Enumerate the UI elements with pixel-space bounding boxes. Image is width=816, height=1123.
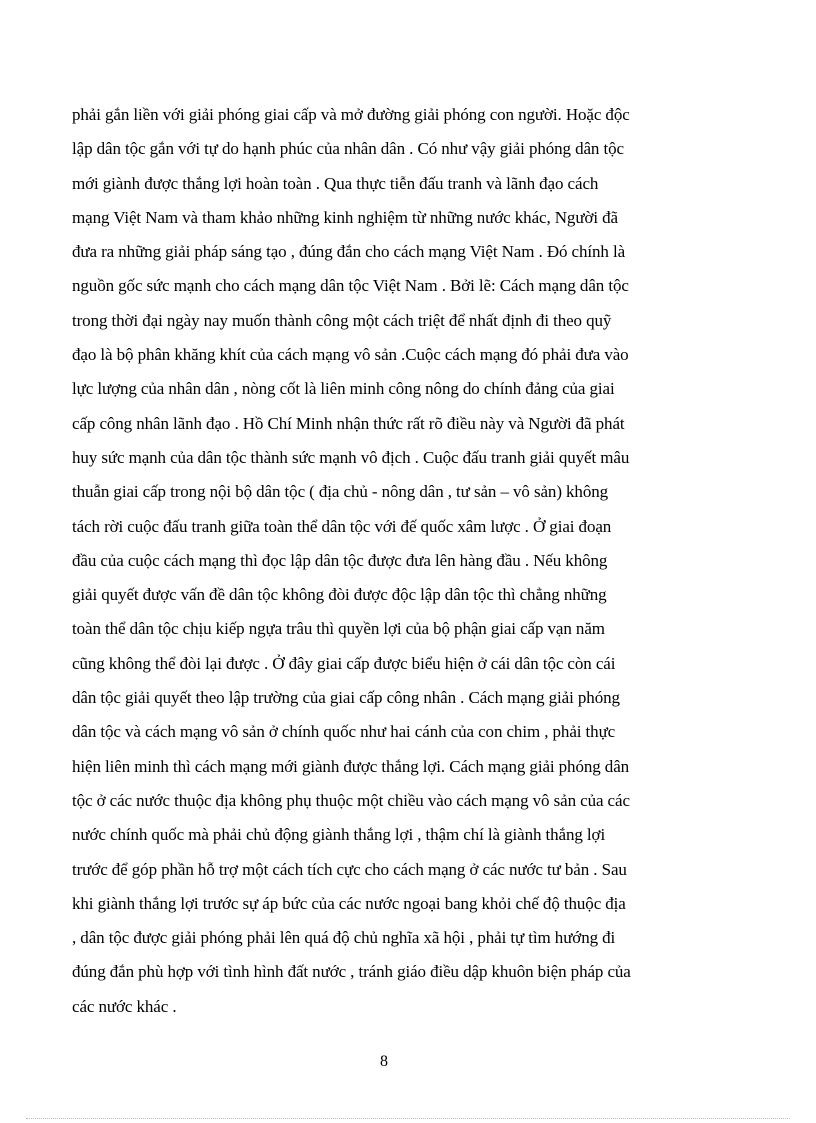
page-bottom-divider xyxy=(26,1118,790,1119)
text-line: cũng không thể đòi lại được . Ở đây giai cấp được biểu hiện ở cái dân tộc còn cái xyxy=(72,653,616,673)
text-line: nước chính quốc mà phải chủ động giành thắng lợi , thậm chí là giành thắng lợi xyxy=(72,825,606,845)
text-line: hiện liên minh thì cách mạng mới giành được thắng lợi. Cách mạng giải phóng dân xyxy=(72,756,630,776)
text-line: đưa ra những giải pháp sáng tạo , đúng đắn cho cách mạng Việt Nam . Đó chính là xyxy=(72,242,626,262)
text-line: lập dân tộc gắn với tự do hạnh phúc của nhân dân . Có như vậy giải phóng dân tộc xyxy=(72,139,624,159)
text-line: trước để góp phần hỗ trợ một cách tích cực cho cách mạng ở các nước tư bản . Sau xyxy=(72,859,627,879)
text-line: huy sức mạnh của dân tộc thành sức mạnh vô địch . Cuộc đấu tranh giải quyết mâu xyxy=(72,447,630,467)
text-line: mới giành được thắng lợi hoàn toàn . Qua thực tiễn đấu tranh và lãnh đạo cách xyxy=(72,173,599,193)
text-line: lực lượng của nhân dân , nòng cốt là liên minh công nông do chính đảng của giai xyxy=(72,379,615,399)
page-number: 8 xyxy=(380,1053,388,1070)
text-line: thuẫn giai cấp trong nội bộ dân tộc ( địa chủ - nông dân , tư sản – vô sản) không xyxy=(72,482,609,502)
text-line: đạo là bộ phân khăng khít của cách mạng vô sản .Cuộc cách mạng đó phải đưa vào xyxy=(72,345,629,365)
text-line: khi giành thắng lợi trước sự áp bức của các nước ngoại bang khỏi chế độ thuộc địa xyxy=(72,893,626,913)
text-line: nguồn gốc sức mạnh cho cách mạng dân tộc Việt Nam . Bởi lẽ: Cách mạng dân tộc xyxy=(72,276,629,296)
text-line: phải gắn liền với giải phóng giai cấp và mở đường giải phóng con người. Hoặc độc xyxy=(72,105,630,124)
text-line: dân tộc và cách mạng vô sản ở chính quốc như hai cánh của con chim , phải thực xyxy=(72,722,616,742)
text-line: đầu của cuộc cách mạng thì đọc lập dân tộc được đưa lên hàng đầu . Nếu không xyxy=(72,550,608,570)
text-line: toàn thể dân tộc chịu kiếp ngựa trâu thì quyền lợi của bộ phận giai cấp vạn năm xyxy=(72,619,605,639)
text-line: đúng đắn phù hợp với tình hình đất nước , tránh giáo điều dập khuôn biện pháp của xyxy=(72,962,631,982)
text-line: trong thời đại ngày nay muốn thành công một cách triệt để nhất định đi theo quỹ xyxy=(72,310,612,330)
text-line: tách rời cuộc đấu tranh giữa toàn thể dân tộc với đế quốc xâm lược . Ở giai đoạn xyxy=(72,516,612,536)
text-line: cấp công nhân lãnh đạo . Hồ Chí Minh nhận thức rất rõ điều này và Người đã phát xyxy=(72,413,625,433)
text-line: dân tộc giải quyết theo lập trường của giai cấp công nhân . Cách mạng giải phóng xyxy=(72,688,620,708)
text-line: tộc ở các nước thuộc địa không phụ thuộc một chiều vào cách mạng vô sản của các xyxy=(72,790,630,810)
text-line: giải quyết được vấn đề dân tộc không đòi được độc lập dân tộc thì chẳng những xyxy=(72,585,607,605)
text-line: các nước khác . xyxy=(72,996,177,1016)
body-paragraph xyxy=(72,98,722,1024)
text-line: , dân tộc được giải phóng phải lên quá độ chủ nghĩa xã hội , phải tự tìm hướng đi xyxy=(72,928,616,948)
text-line: mạng Việt Nam và tham khảo những kinh nghiệm từ những nước khác, Người đã xyxy=(72,207,618,227)
